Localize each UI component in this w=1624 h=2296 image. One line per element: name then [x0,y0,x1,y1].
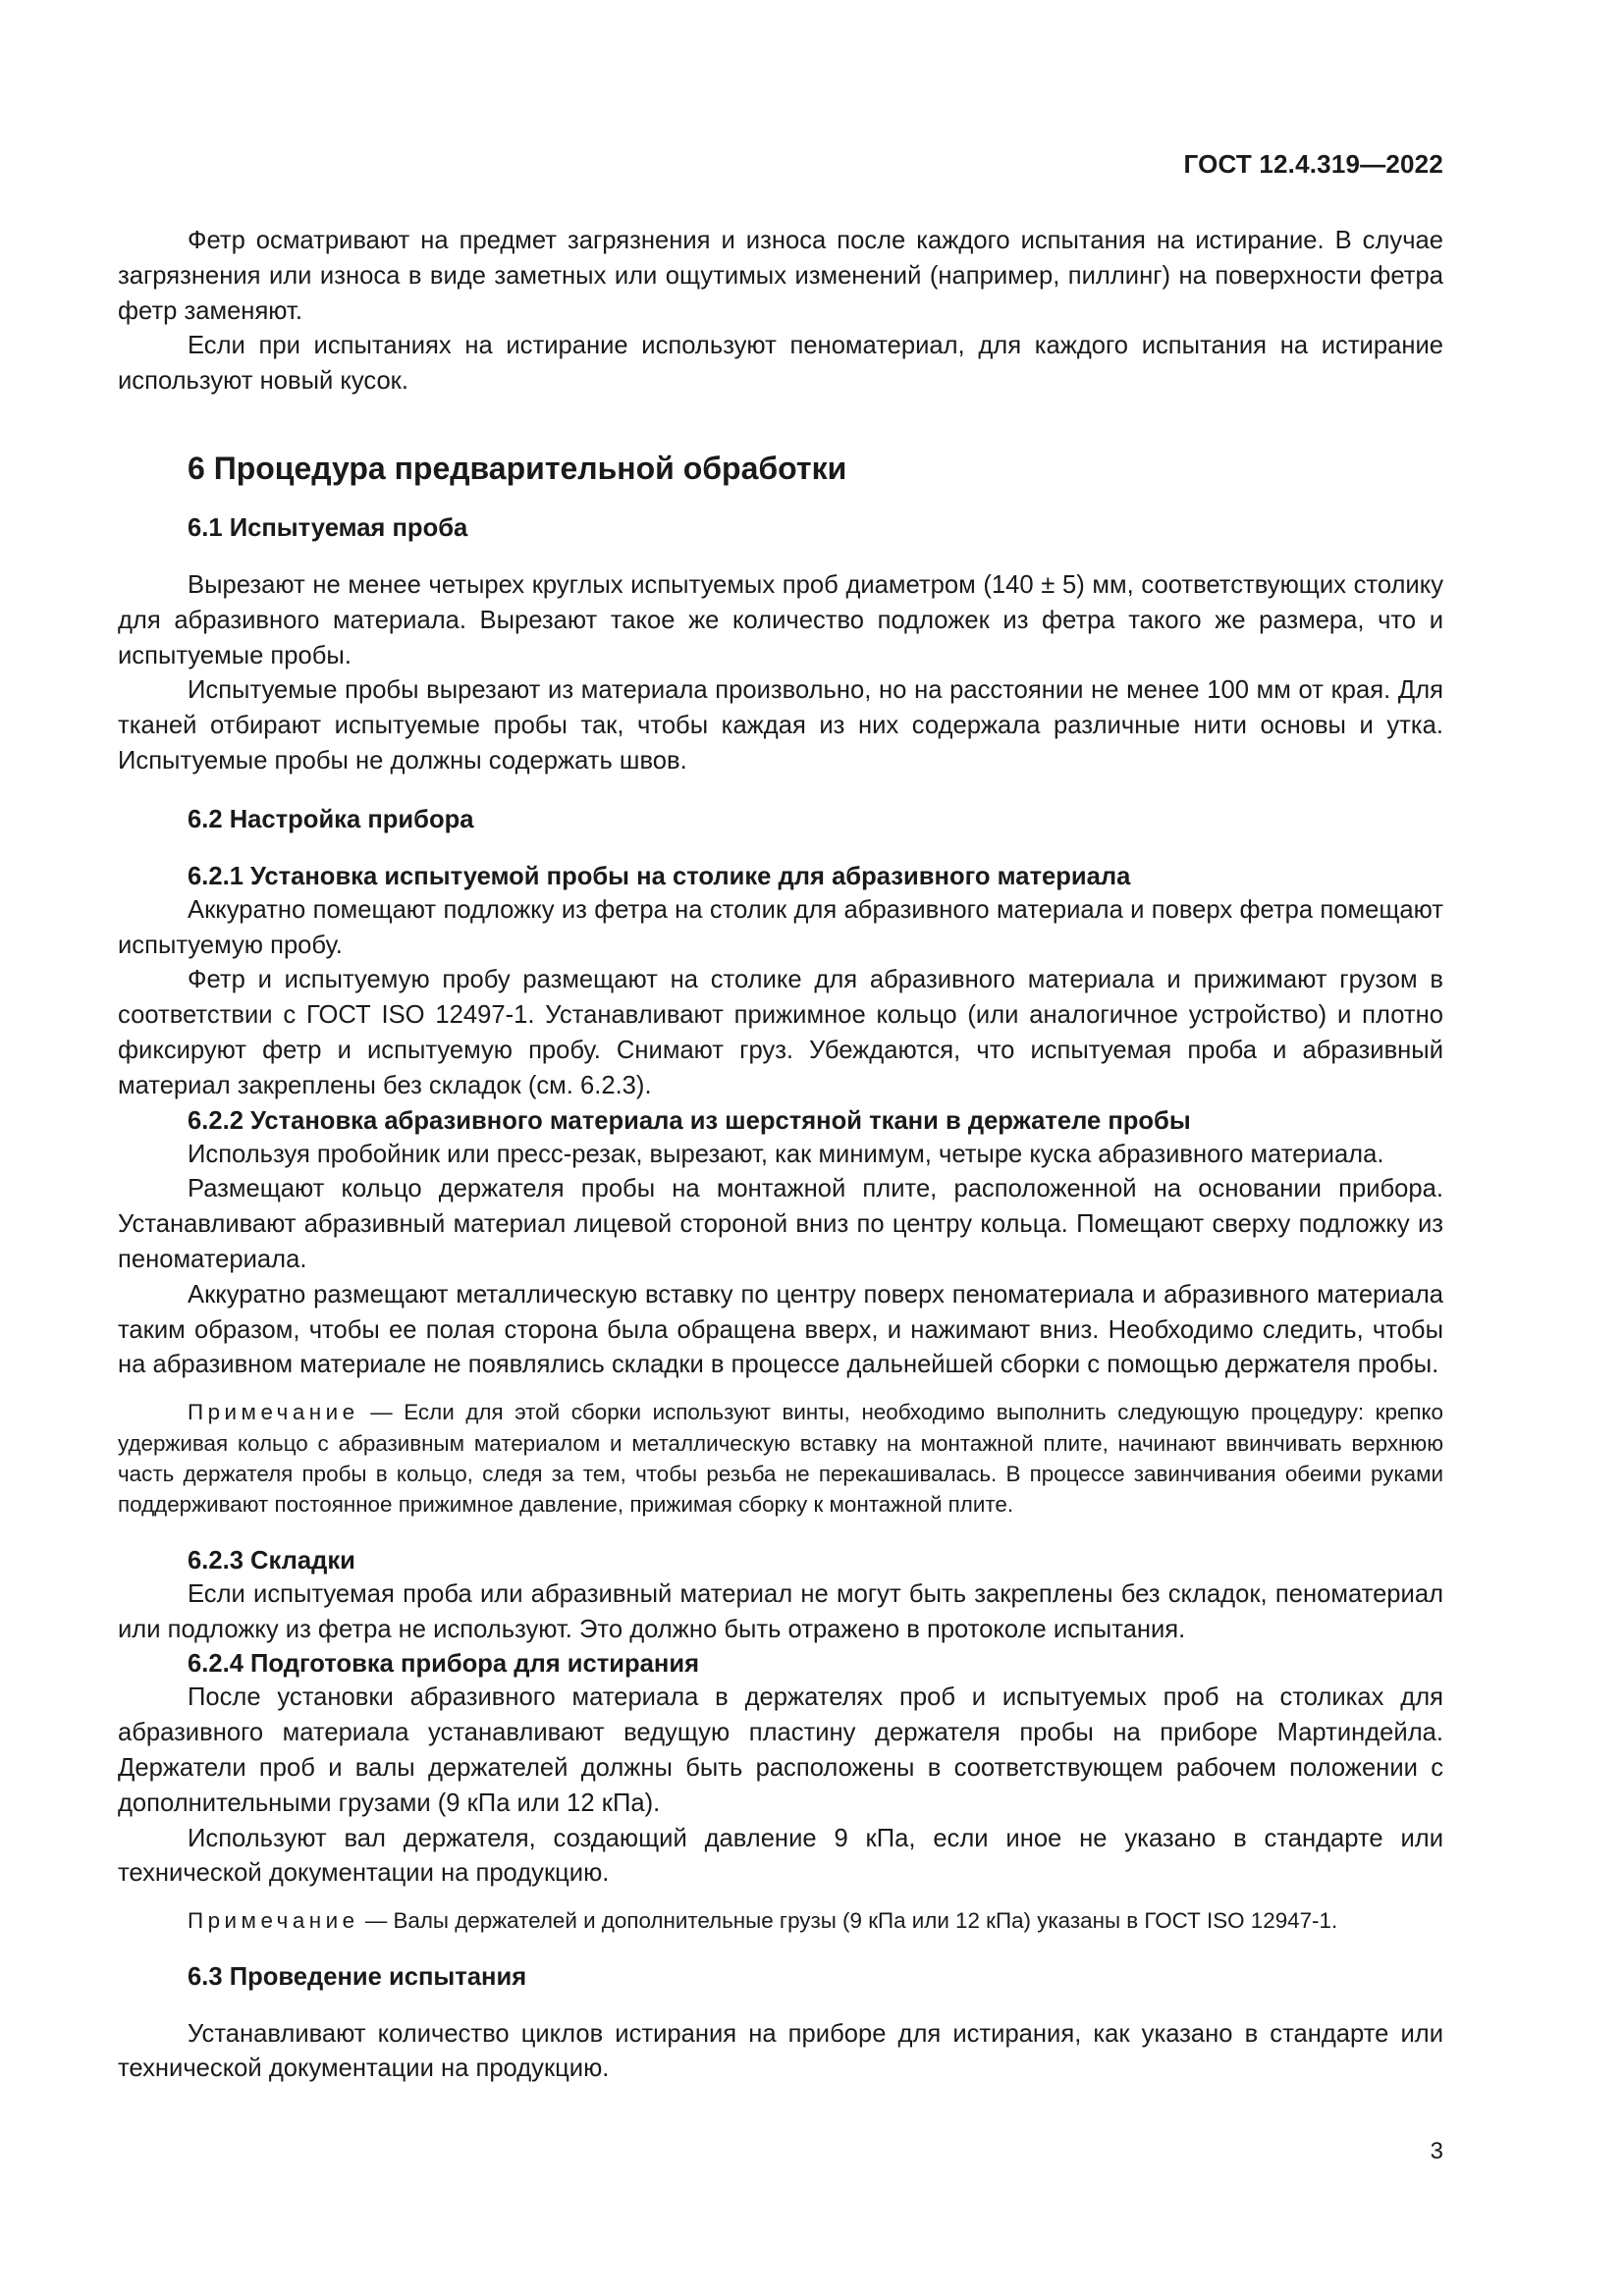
section-heading: 6 Процедура предварительной обработки [188,450,847,486]
paragraph: Используют вал держателя, создающий давление 9 кПа, если иное не указано в стандарте или технической документации на продукцию. [118,1824,1443,1888]
paragraph: После установки абразивного материала в держателях проб и испытуемых проб на столиках для абразивного материала устанавливают ведущую пластину держателя пробы на приборе Мартиндейла. Держатели проб и валы держателей должны быть расположены в соответствующем рабочем положении с дополнительными грузами (9 кПа или 12 кПа). [118,1683,1443,1817]
note-label: Примечание [188,1400,359,1425]
paragraph: Фетр осматривают на предмет загрязнения и износа после каждого испытания на истирание. В случае загрязнения или износа в виде заметных или ощутимых изменений (например, пиллинг) на поверхности фетра фетр заменяют. [118,227,1443,325]
clause-heading: 6.2.1 Установка испытуемой пробы на столике для абразивного материала [188,862,1131,890]
paragraph: Вырезают не менее четырех круглых испытуемых проб диаметром (140 ± 5) мм, соответствующих столику для абразивного материала. Вырезают такое же количество подложек из фетра такого же размера, что и испытуемые пробы. [118,570,1443,669]
clause-heading: 6.2.4 Подготовка прибора для истирания [188,1650,700,1679]
page-number: 3 [1430,2138,1443,2164]
paragraph: Если испытуемая проба или абразивный материал не могут быть закреплены без складок, пеноматериал или подложку из фетра не используют. Это должно быть отражено в протоколе испытания. [118,1579,1443,1643]
paragraph: Аккуратно помещают подложку из фетра на столик для абразивного материала и поверх фетра помещают испытуемую пробу. [118,895,1443,959]
paragraph: Используя пробойник или пресс-резак, вырезают, как минимум, четыре куска абразивного материала. [188,1140,1384,1168]
paragraph: Аккуратно размещают металлическую вставку по центру поверх пеноматериала и абразивного материала таким образом, чтобы ее полая сторона была обращена вверх, и нажимают вниз. Необходимо следить, чтобы на абразивном материале не появлялись складки в процессе дальнейшей сборки с помощью держателя пробы. [118,1280,1443,1379]
clause-heading: 6.2.3 Складки [188,1546,355,1575]
paragraph: Испытуемые пробы вырезают из материала произвольно, но на расстоянии не менее 100 мм от края. Для тканей отбирают испытуемые пробы так, чтобы каждая из них содержала различные нити основы и утка. Испытуемые пробы не должны содержать швов. [118,676,1443,774]
document-body [118,224,1443,2087]
note [118,1397,1443,1521]
subsection-heading: 6.3 Проведение испытания [188,1962,527,1991]
subsection-heading: 6.2 Настройка прибора [188,805,474,833]
paragraph: Устанавливают количество циклов истирания на приборе для истирания, как указано в стандарте или технической документации на продукцию. [118,2019,1443,2083]
subsection-heading: 6.1 Испытуемая проба [188,513,468,542]
note-label: Примечание [188,1908,359,1934]
note [118,1905,1443,1936]
note-text: — Если для этой сборки используют винты, необходимо выполнить следующую процедуру: крепко удерживая кольцо с абразивным материалом и металлическую вставку на монтажной плите, начинают ввинчивать верхнюю часть держателя пробы в кольцо, следя за тем, чтобы резьба не перекашивалась. В процессе завинчивания обеими руками поддерживают постоянное прижимное давление, прижимая сборку к монтажной плите. [118,1400,1443,1518]
clause-heading: 6.2.2 Установка абразивного материала из шерстяной ткани в держателе пробы [188,1106,1191,1135]
note-text: — Валы держателей и дополнительные грузы (9 кПа или 12 кПа) указаны в ГОСТ ISO 12947-1. [358,1908,1338,1934]
document-id-header: ГОСТ 12.4.319—2022 [1183,149,1443,179]
paragraph: Фетр и испытуемую пробу размещают на столике для абразивного материала и прижимают грузом в соответствии с ГОСТ ISO 12497-1. Устанавливают прижимное кольцо (или аналогичное устройство) и плотно фиксируют фетр и испытуемую пробу. Снимают груз. Убеждаются, что испытуемая проба и абразивный материал закреплены без складок (см. 6.2.3). [118,966,1443,1099]
paragraph: Размещают кольцо держателя пробы на монтажной плите, расположенной на основании прибора. Устанавливают абразивный материал лицевой стороной вниз по центру кольца. Помещают сверху подложку из пеноматериала. [118,1175,1443,1273]
paragraph: Если при испытаниях на истирание используют пеноматериал, для каждого испытания на истирание используют новый кусок. [118,332,1443,396]
